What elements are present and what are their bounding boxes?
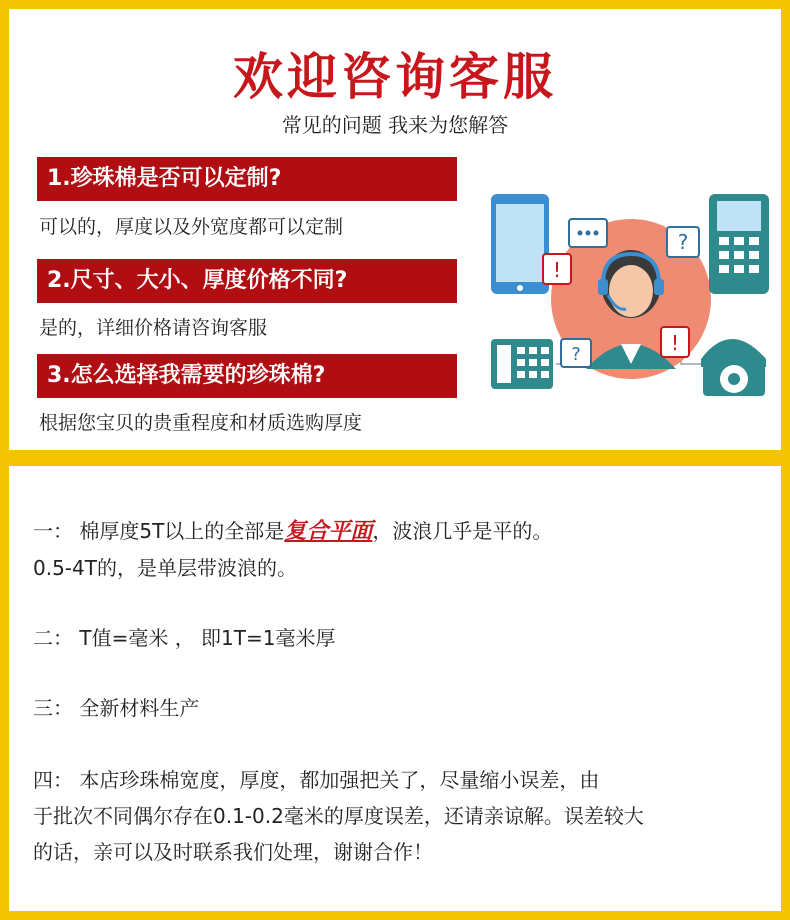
svg-text:!: ! — [670, 331, 680, 355]
notes-panel — [0, 459, 790, 920]
note-1 — [33, 514, 552, 545]
question-bubble-icon — [667, 227, 699, 257]
faq-answer-3: 根据您宝贝的贵重程度和材质选购厚度 — [39, 412, 363, 434]
cell-phone-icon — [709, 194, 769, 294]
rotary-phone-icon — [701, 339, 766, 396]
desk-phone-icon — [491, 339, 553, 389]
svg-text:!: ! — [552, 258, 562, 282]
note-1-highlight: 复合平面 — [284, 519, 373, 544]
chat-bubble-icon — [569, 219, 607, 247]
svg-text:?: ? — [571, 344, 581, 365]
note-1-prefix: 一： 棉厚度5T以上的全部是 — [33, 519, 285, 543]
faq-panel — [0, 0, 790, 459]
note-3: 三： 全新材料生产 — [33, 696, 200, 720]
faq-answer-2: 是的，详细价格请咨询客服 — [39, 317, 268, 339]
question-bubble-icon-2 — [561, 339, 591, 367]
faq-question-2: 2.尺寸、大小、厚度价格不同? — [37, 259, 457, 303]
alert-bubble-icon — [543, 254, 571, 284]
note-4-line-2: 于批次不同偶尔存在0.1-0.2毫米的厚度误差，还请亲谅解。误差较大 — [33, 804, 644, 828]
page-subtitle: 常见的问题 我来为您解答 — [281, 113, 509, 137]
faq-question-1: 1.珍珠棉是否可以定制? — [37, 157, 457, 201]
faq-question-3: 3.怎么选择我需要的珍珠棉? — [37, 354, 457, 398]
note-1-suffix: ，波浪几乎是平的。 — [372, 519, 553, 543]
alert-bubble-icon-2 — [661, 327, 689, 357]
page-title: 欢迎咨询客服 — [233, 48, 557, 106]
smartphone-icon — [491, 194, 549, 294]
svg-text:?: ? — [677, 230, 689, 254]
note-4-line-1: 四： 本店珍珠棉宽度，厚度，都加强把关了，尽量缩小误差，由 — [33, 768, 600, 792]
note-4-line-3: 的话，亲可以及时联系我们处理，谢谢合作！ — [33, 840, 433, 864]
note-1-line-2: 0.5-4T的，是单层带波浪的。 — [33, 556, 297, 580]
customer-service-illustration — [481, 179, 781, 409]
faq-answer-1: 可以的，厚度以及外宽度都可以定制 — [39, 216, 344, 238]
note-2: 二： T值=毫米 ， 即1T=1毫米厚 — [33, 626, 336, 650]
